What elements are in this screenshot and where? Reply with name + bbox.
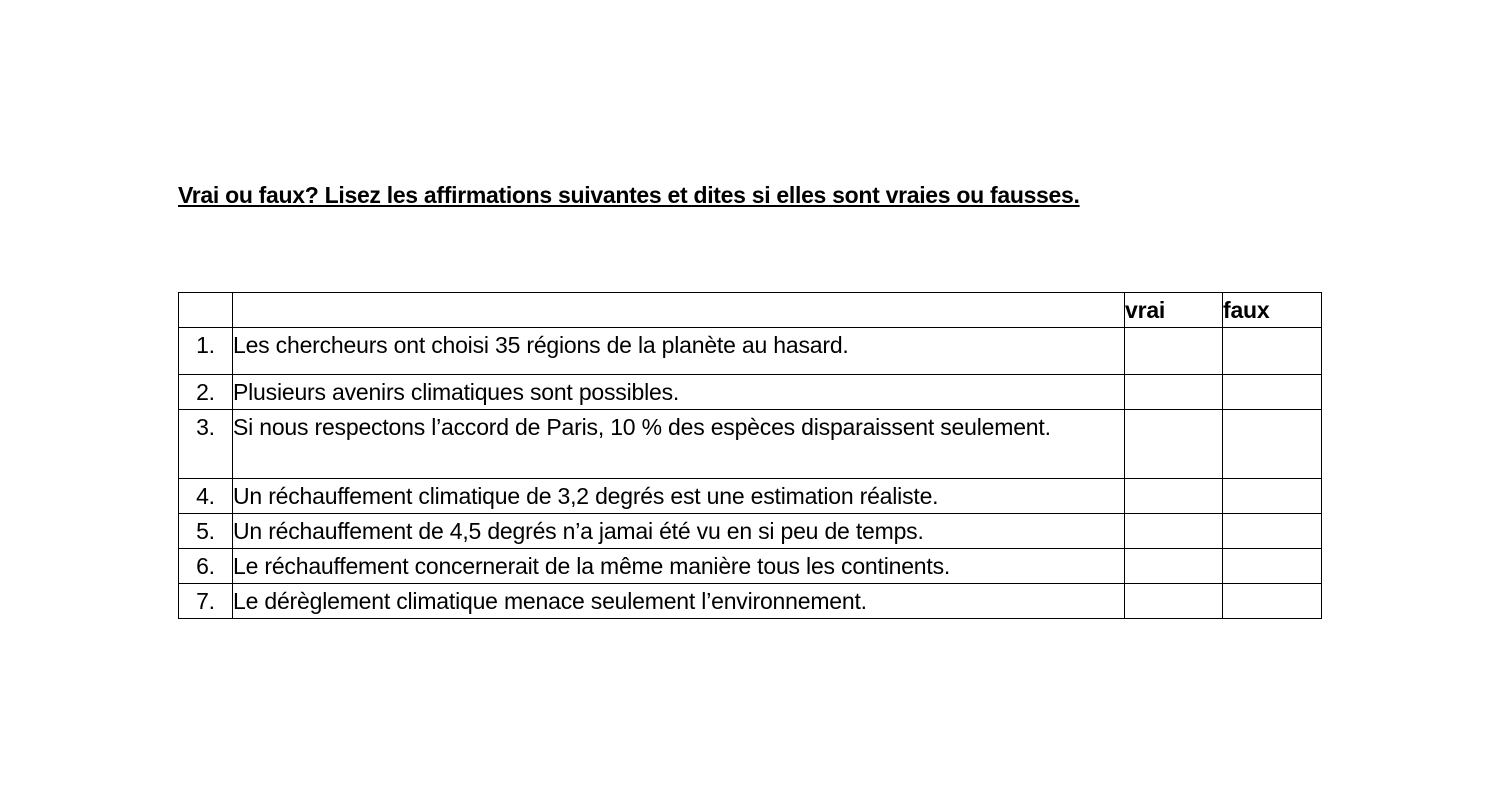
row-statement: Si nous respectons l’accord de Paris, 10 % des espèces disparaissent seulement. xyxy=(233,410,1125,479)
vrai-answer-cell[interactable] xyxy=(1125,584,1223,619)
header-statement xyxy=(233,293,1125,328)
faux-answer-cell[interactable] xyxy=(1223,328,1322,375)
row-statement: Un réchauffement climatique de 3,2 degrés est une estimation réaliste. xyxy=(233,479,1125,514)
faux-answer-cell[interactable] xyxy=(1223,514,1322,549)
true-false-table xyxy=(178,292,1322,619)
table-row xyxy=(179,549,1322,584)
row-number: 2. xyxy=(179,375,233,410)
table-row xyxy=(179,584,1322,619)
row-number: 1. xyxy=(179,328,233,375)
vrai-answer-cell[interactable] xyxy=(1125,375,1223,410)
table-row xyxy=(179,328,1322,375)
row-statement: Plusieurs avenirs climatiques sont possibles. xyxy=(233,375,1125,410)
table-row xyxy=(179,410,1322,479)
faux-answer-cell[interactable] xyxy=(1223,375,1322,410)
header-vrai: vrai xyxy=(1125,293,1223,328)
faux-answer-cell[interactable] xyxy=(1223,584,1322,619)
row-statement: Un réchauffement de 4,5 degrés n’a jamai été vu en si peu de temps. xyxy=(233,514,1125,549)
row-number: 3. xyxy=(179,410,233,479)
row-number: 6. xyxy=(179,549,233,584)
instruction-heading: Vrai ou faux? Lisez les affirmations suivantes et dites si elles sont vraies ou fausses. xyxy=(178,182,1080,208)
vrai-answer-cell[interactable] xyxy=(1125,549,1223,584)
table-row xyxy=(179,375,1322,410)
vrai-answer-cell[interactable] xyxy=(1125,328,1223,375)
row-number: 5. xyxy=(179,514,233,549)
vrai-answer-cell[interactable] xyxy=(1125,479,1223,514)
table-row xyxy=(179,479,1322,514)
header-number xyxy=(179,293,233,328)
table-row xyxy=(179,514,1322,549)
row-number: 7. xyxy=(179,584,233,619)
faux-answer-cell[interactable] xyxy=(1223,410,1322,479)
faux-answer-cell[interactable] xyxy=(1223,549,1322,584)
table-header-row xyxy=(179,293,1322,328)
row-statement: Le réchauffement concernerait de la même manière tous les continents. xyxy=(233,549,1125,584)
row-statement: Le dérèglement climatique menace seulement l’environnement. xyxy=(233,584,1125,619)
faux-answer-cell[interactable] xyxy=(1223,479,1322,514)
row-statement: Les chercheurs ont choisi 35 régions de la planète au hasard. xyxy=(233,328,1125,375)
vrai-answer-cell[interactable] xyxy=(1125,514,1223,549)
vrai-answer-cell[interactable] xyxy=(1125,410,1223,479)
header-faux: faux xyxy=(1223,293,1322,328)
row-number: 4. xyxy=(179,479,233,514)
